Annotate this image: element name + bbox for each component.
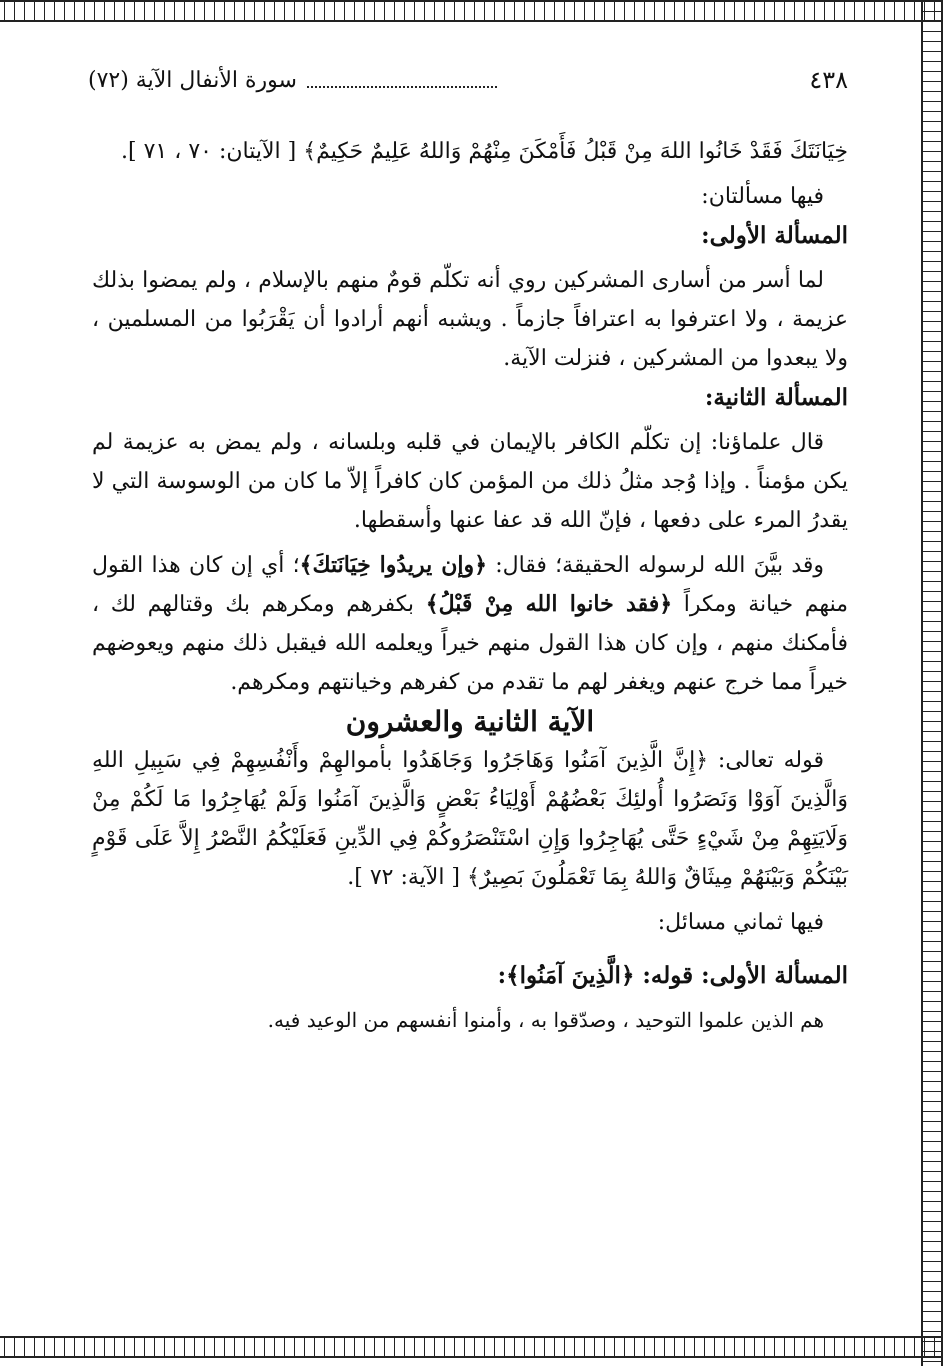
page-border-top [0,0,943,22]
running-title: سورة الأنفال الآية (٧٢) [88,67,297,93]
quote-they-betrayed: ﴿فقد خانوا الله مِنْ قَبْلُ﴾ [425,591,673,617]
quote-if-they-intend: ﴿وإن يريدُوا خِيَانَتكَ﴾ [299,552,487,578]
page-border-right [921,0,943,1366]
chapter-title: الآية الثانية والعشرون [345,705,595,738]
page-number: ٤٣٨ [809,66,848,94]
intro-eight-issues: فيها ثماني مسائل: [657,910,824,935]
page-body [92,132,848,1040]
issue-one-b-paragraph: هم الذين علموا التوحيد ، وصدّقوا به ، وأمنوا أنفسهم من الوعيد فيه. [267,1008,824,1032]
explanation-text-c: بكفرهم ومكرهم بك وقتالهم لك ، فأمكنك منهم ، وإن كان هذا القول منهم خيراً ويعلمه الله فيقبل ذلك منهم ويعوضهم خيراً مما خرج عنهم ويغفر لهم ما تقدم من كفرهم وخيانتهم ومكرهم. [92,592,848,695]
page-border-bottom [0,1336,943,1358]
issue-one-heading-b [92,956,848,995]
verse-72-paragraph: قوله تعالى: ﴿إِنَّ الَّذِينَ آمَنُوا وَهَاجَرُوا وَجَاهَدُوا بأموالهِمْ وأَنْفُسِهِمْ فِي سَبِيلِ اللهِ وَالَّذِينَ آوَوْا وَنَصَرُوا أُولئِكَ بَعْضُهُمْ أَوْلِيَاءُ بَعْضٍ وَالَّذِينَ آمَنُوا وَلَمْ يُهَاجِرُوا مَا لَكُمْ مِنْ وَلَايَتِهِمْ مِنْ شَيْءٍ حَتَّى يُهَاجِرُوا وَإِنِ اسْتَنْصَرُوكُمْ فِي الدِّينِ فَعَلَيْكُمُ النَّصْرُ إِلاَّ عَلَى قَوْمٍ بَيْنَكُمْ وَبَيْنَهُمْ مِيثَاقٌ وَاللهُ بِمَا تَعْمَلُونَ بَصِيرٌ﴾ [ الآية: ٧٢ ]. [92,748,848,890]
page-header [88,60,848,101]
issue-one-paragraph: لما أسر من أسارى المشركين روي أنه تكلّم قومٌ منهم بالإسلام ، ولم يمضوا بذلك عزيمة ، ولا اعترفوا به اعترافاً جازماً . ويشبه أنهم أرادوا أن يَقْرَبُوا من المسلمين ، ولا يبعدوا من المشركين ، فنزلت الآية. [92,268,848,371]
issue-two-heading: المسألة الثانية: [704,384,848,411]
issue-one-heading-b-colon: : [497,962,507,989]
intro-two-issues: فيها مسألتان: [701,184,824,209]
issue-one-heading: المسألة الأولى: [701,222,848,249]
header-dots [307,85,497,88]
issue-one-heading-b-text: المسألة الأولى: قوله: [634,962,848,989]
explanation-text-a: وقد بيَّنَ الله لرسوله الحقيقة؛ فقال: [486,553,825,578]
explanation-paragraph [92,546,848,702]
verse-ending-paragraph: خِيَانَتَكَ فَقَدْ خَانُوا اللهَ مِنْ قَبْلُ فَأَمْكَنَ مِنْهُمْ وَاللهُ عَلِيمٌ حَكِيمٌ﴾ [ الآيتان: ٧٠ ، ٧١ ]. [121,139,848,164]
quote-those-who-believed: ﴿الَّذِينَ آمَنُوا﴾ [506,962,635,989]
issue-two-paragraph: قال علماؤنا: إن تكلّم الكافر بالإيمان في قلبه وبلسانه ، ولم يمض به عزيمة لم يكن مؤمناً . وإذا وُجد مثلُ ذلك من المؤمن كان كافراً إلاّ ما كان من الوسوسة التي لا يقدرُ المرء على دفعها ، فإنّ الله قد عفا عنها وأسقطها. [92,430,848,533]
explanation-text-b: ؛ أي إن كان هذا القول منهم خيانة ومكراً [92,553,848,617]
running-title-group [88,68,507,93]
